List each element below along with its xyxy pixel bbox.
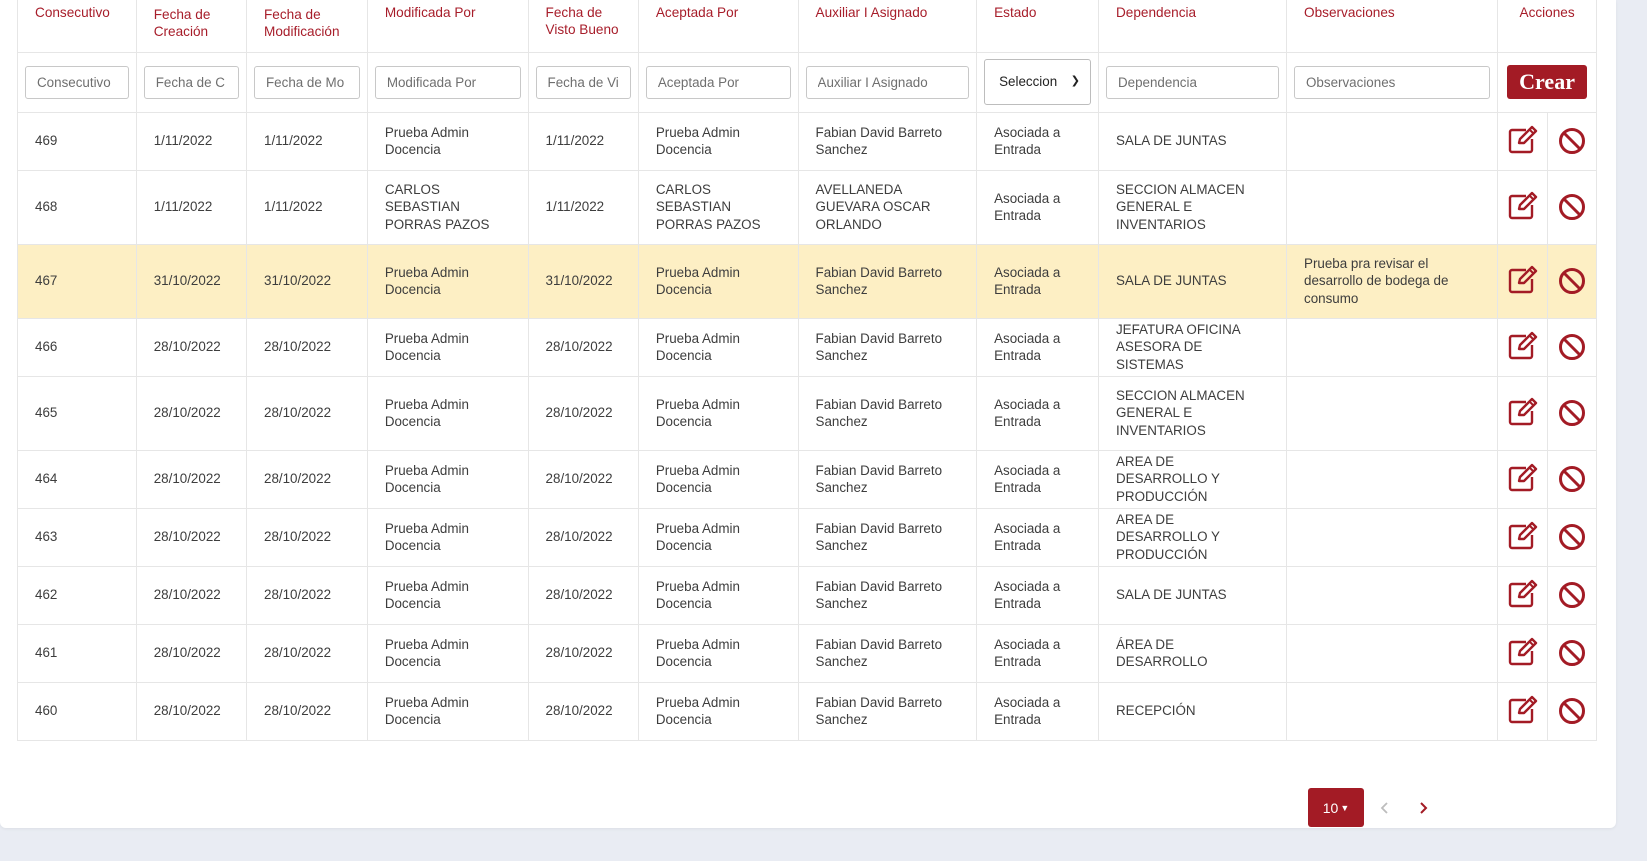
cell-auxiliar: Fabian David Barreto Sanchez: [798, 318, 977, 376]
disable-cell: [1547, 318, 1596, 376]
cell-fecha-creacion: 28/10/2022: [136, 450, 246, 508]
cell-fecha-visto-bueno: 28/10/2022: [528, 450, 638, 508]
disable-cell: [1547, 450, 1596, 508]
cell-auxiliar: Fabian David Barreto Sanchez: [798, 566, 977, 624]
ban-icon[interactable]: [1554, 189, 1590, 225]
pagination: [1308, 788, 1440, 827]
cell-dependencia: SALA DE JUNTAS: [1098, 566, 1286, 624]
cell-fecha-visto-bueno: 28/10/2022: [528, 376, 638, 450]
cell-dependencia: AREA DE DESARROLLO Y PRODUCCIÓN: [1098, 508, 1286, 566]
cell-dependencia: AREA DE DESARROLLO Y PRODUCCIÓN: [1098, 450, 1286, 508]
disable-cell: [1547, 624, 1596, 682]
edit-cell: [1498, 566, 1547, 624]
filter-row: [18, 52, 1597, 112]
disable-cell: [1547, 170, 1596, 244]
disable-cell: [1547, 682, 1596, 740]
chevron-left-icon: [1378, 801, 1392, 815]
filter-consecutivo-input[interactable]: [25, 66, 129, 99]
page-size-dropdown[interactable]: [1308, 788, 1364, 827]
cell-dependencia: ÁREA DE DESARROLLO: [1098, 624, 1286, 682]
edit-cell: [1498, 376, 1547, 450]
cell-fecha-modificacion: 28/10/2022: [247, 566, 368, 624]
page-size-value: 10: [1322, 799, 1339, 816]
cell-fecha-creacion: 28/10/2022: [136, 624, 246, 682]
edit-icon[interactable]: [1504, 122, 1540, 158]
table-row[interactable]: [18, 376, 1597, 450]
ban-icon[interactable]: [1554, 577, 1590, 613]
table-row[interactable]: [18, 682, 1597, 740]
edit-icon[interactable]: [1504, 394, 1540, 430]
col-header-auxiliar[interactable]: Auxiliar I Asignado: [798, 0, 977, 52]
filter-estado-select-value: Seleccion: [999, 74, 1058, 90]
cell-observaciones: [1287, 376, 1498, 450]
header-row: [18, 0, 1597, 52]
ban-icon[interactable]: [1554, 693, 1590, 729]
cell-fecha-modificacion: 28/10/2022: [247, 508, 368, 566]
cell-dependencia: SALA DE JUNTAS: [1098, 244, 1286, 318]
cell-auxiliar: Fabian David Barreto Sanchez: [798, 624, 977, 682]
edit-icon[interactable]: [1504, 188, 1540, 224]
cell-auxiliar: AVELLANEDA GUEVARA OSCAR ORLANDO: [798, 170, 977, 244]
filter-dependencia-input[interactable]: [1106, 66, 1279, 99]
ban-icon[interactable]: [1554, 329, 1590, 365]
cell-fecha-creacion: 28/10/2022: [136, 508, 246, 566]
cell-observaciones: [1287, 450, 1498, 508]
cell-modificada-por: CARLOS SEBASTIAN PORRAS PAZOS: [367, 170, 528, 244]
edit-icon[interactable]: [1504, 634, 1540, 670]
col-header-consecutivo[interactable]: Consecutivo: [18, 0, 137, 52]
cell-modificada-por: Prueba Admin Docencia: [367, 318, 528, 376]
cell-dependencia: JEFATURA OFICINA ASESORA DE SISTEMAS: [1098, 318, 1286, 376]
cell-estado: Asociada a Entrada: [977, 376, 1099, 450]
cell-consecutivo: 465: [18, 376, 137, 450]
ban-icon[interactable]: [1554, 461, 1590, 497]
cell-dependencia: RECEPCIÓN: [1098, 682, 1286, 740]
ban-icon[interactable]: [1554, 635, 1590, 671]
filter-observaciones-input[interactable]: [1294, 66, 1490, 99]
cell-aceptada-por: Prueba Admin Docencia: [638, 682, 798, 740]
filter-auxiliar-input[interactable]: [806, 66, 970, 99]
cell-fecha-modificacion: 31/10/2022: [247, 244, 368, 318]
cell-consecutivo: 463: [18, 508, 137, 566]
ban-icon[interactable]: [1554, 519, 1590, 555]
cell-consecutivo: 469: [18, 112, 137, 170]
cell-consecutivo: 464: [18, 450, 137, 508]
edit-cell: [1498, 170, 1547, 244]
cell-fecha-modificacion: 1/11/2022: [247, 170, 368, 244]
col-header-fecha-visto-bueno[interactable]: Fecha de Visto Bueno: [528, 0, 638, 52]
cell-aceptada-por: Prueba Admin Docencia: [638, 244, 798, 318]
edit-cell: [1498, 624, 1547, 682]
cell-estado: Asociada a Entrada: [977, 244, 1099, 318]
cell-estado: Asociada a Entrada: [977, 112, 1099, 170]
cell-consecutivo: 461: [18, 624, 137, 682]
cell-consecutivo: 460: [18, 682, 137, 740]
cell-auxiliar: Fabian David Barreto Sanchez: [798, 450, 977, 508]
cell-dependencia: SECCION ALMACEN GENERAL E INVENTARIOS: [1098, 170, 1286, 244]
col-header-acciones: Acciones: [1498, 0, 1597, 52]
cell-consecutivo: 466: [18, 318, 137, 376]
cell-aceptada-por: Prueba Admin Docencia: [638, 508, 798, 566]
edit-cell: [1498, 244, 1547, 318]
cell-aceptada-por: Prueba Admin Docencia: [638, 624, 798, 682]
cell-modificada-por: Prueba Admin Docencia: [367, 244, 528, 318]
ban-icon[interactable]: [1554, 123, 1590, 159]
cell-observaciones: Prueba pra revisar el desarrollo de bodega de consumo: [1287, 244, 1498, 318]
cell-estado: Asociada a Entrada: [977, 450, 1099, 508]
cell-dependencia: SALA DE JUNTAS: [1098, 112, 1286, 170]
cell-modificada-por: Prueba Admin Docencia: [367, 450, 528, 508]
cell-estado: Asociada a Entrada: [977, 318, 1099, 376]
table-row[interactable]: [18, 624, 1597, 682]
chevron-right-icon: [1416, 801, 1430, 815]
disable-cell: [1547, 376, 1596, 450]
cell-fecha-creacion: 28/10/2022: [136, 682, 246, 740]
col-header-fecha-modificacion[interactable]: Fecha de Modificación: [247, 0, 368, 52]
cell-estado: Asociada a Entrada: [977, 624, 1099, 682]
cell-fecha-creacion: 28/10/2022: [136, 318, 246, 376]
cell-fecha-visto-bueno: 1/11/2022: [528, 170, 638, 244]
cell-fecha-visto-bueno: 28/10/2022: [528, 318, 638, 376]
edit-cell: [1498, 450, 1547, 508]
cell-auxiliar: Fabian David Barreto Sanchez: [798, 112, 977, 170]
edit-icon[interactable]: [1504, 460, 1540, 496]
cell-modificada-por: Prueba Admin Docencia: [367, 624, 528, 682]
edit-icon[interactable]: [1504, 576, 1540, 612]
cell-auxiliar: Fabian David Barreto Sanchez: [798, 376, 977, 450]
cell-fecha-visto-bueno: 28/10/2022: [528, 566, 638, 624]
cell-fecha-modificacion: 28/10/2022: [247, 318, 368, 376]
cell-observaciones: [1287, 566, 1498, 624]
filter-fecha-modificacion-input[interactable]: [254, 66, 360, 99]
edit-cell: [1498, 508, 1547, 566]
edit-cell: [1498, 682, 1547, 740]
cell-fecha-visto-bueno: 28/10/2022: [528, 624, 638, 682]
cell-aceptada-por: Prueba Admin Docencia: [638, 566, 798, 624]
cell-modificada-por: Prueba Admin Docencia: [367, 508, 528, 566]
col-header-fecha-creacion[interactable]: Fecha de Creación: [136, 0, 246, 52]
chevron-down-icon: ❯: [1070, 75, 1080, 88]
cell-fecha-modificacion: 28/10/2022: [247, 624, 368, 682]
cell-fecha-modificacion: 28/10/2022: [247, 682, 368, 740]
cell-observaciones: [1287, 112, 1498, 170]
table-row[interactable]: [18, 112, 1597, 170]
cell-modificada-por: Prueba Admin Docencia: [367, 566, 528, 624]
cell-aceptada-por: Prueba Admin Docencia: [638, 450, 798, 508]
cell-auxiliar: Fabian David Barreto Sanchez: [798, 244, 977, 318]
next-page-button[interactable]: [1406, 788, 1440, 827]
table-row[interactable]: [18, 566, 1597, 624]
table-row[interactable]: [18, 318, 1597, 376]
disable-cell: [1547, 112, 1596, 170]
col-header-observaciones[interactable]: Observaciones: [1287, 0, 1498, 52]
edit-icon[interactable]: [1504, 262, 1540, 298]
cell-fecha-visto-bueno: 1/11/2022: [528, 112, 638, 170]
cell-auxiliar: Fabian David Barreto Sanchez: [798, 682, 977, 740]
filter-aceptada-por-input[interactable]: [646, 66, 791, 99]
col-header-modificada-por[interactable]: Modificada Por: [367, 0, 528, 52]
filter-modificada-por-input[interactable]: [375, 66, 521, 99]
cell-estado: Asociada a Entrada: [977, 170, 1099, 244]
cell-aceptada-por: Prueba Admin Docencia: [638, 376, 798, 450]
cell-consecutivo: 462: [18, 566, 137, 624]
table-row[interactable]: [18, 450, 1597, 508]
cell-aceptada-por: CARLOS SEBASTIAN PORRAS PAZOS: [638, 170, 798, 244]
cell-estado: Asociada a Entrada: [977, 566, 1099, 624]
cell-observaciones: [1287, 682, 1498, 740]
cell-observaciones: [1287, 318, 1498, 376]
cell-estado: Asociada a Entrada: [977, 682, 1099, 740]
filter-fecha-visto-bueno-input[interactable]: [536, 66, 631, 99]
cell-aceptada-por: Prueba Admin Docencia: [638, 318, 798, 376]
records-table: [17, 0, 1597, 741]
cell-estado: Asociada a Entrada: [977, 508, 1099, 566]
col-header-dependencia[interactable]: Dependencia: [1098, 0, 1286, 52]
edit-cell: [1498, 318, 1547, 376]
disable-cell: [1547, 566, 1596, 624]
cell-fecha-visto-bueno: 31/10/2022: [528, 244, 638, 318]
cell-fecha-visto-bueno: 28/10/2022: [528, 508, 638, 566]
cell-observaciones: [1287, 170, 1498, 244]
cell-fecha-creacion: 1/11/2022: [136, 112, 246, 170]
table-row[interactable]: [18, 170, 1597, 244]
cell-modificada-por: Prueba Admin Docencia: [367, 682, 528, 740]
caret-down-icon: ▼: [1340, 802, 1350, 813]
table-body: [18, 112, 1597, 740]
edit-icon[interactable]: [1504, 518, 1540, 554]
cell-consecutivo: 468: [18, 170, 137, 244]
edit-icon[interactable]: [1504, 692, 1540, 728]
edit-cell: [1498, 112, 1547, 170]
cell-modificada-por: Prueba Admin Docencia: [367, 376, 528, 450]
cell-modificada-por: Prueba Admin Docencia: [367, 112, 528, 170]
filter-estado-select[interactable]: [984, 59, 1091, 105]
disable-cell: [1547, 508, 1596, 566]
cell-fecha-creacion: 28/10/2022: [136, 566, 246, 624]
cell-consecutivo: 467: [18, 244, 137, 318]
cell-fecha-modificacion: 28/10/2022: [247, 450, 368, 508]
disable-cell: [1547, 244, 1596, 318]
prev-page-button[interactable]: [1368, 788, 1402, 827]
ban-icon[interactable]: [1554, 395, 1590, 431]
cell-aceptada-por: Prueba Admin Docencia: [638, 112, 798, 170]
cell-fecha-creacion: 31/10/2022: [136, 244, 246, 318]
table-row[interactable]: [18, 508, 1597, 566]
cell-fecha-modificacion: 1/11/2022: [247, 112, 368, 170]
cell-observaciones: [1287, 624, 1498, 682]
cell-dependencia: SECCION ALMACEN GENERAL E INVENTARIOS: [1098, 376, 1286, 450]
col-header-aceptada-por[interactable]: Aceptada Por: [638, 0, 798, 52]
filter-fecha-creacion-input[interactable]: [144, 66, 239, 99]
cell-fecha-visto-bueno: 28/10/2022: [528, 682, 638, 740]
col-header-estado[interactable]: Estado: [977, 0, 1099, 52]
cell-fecha-creacion: 28/10/2022: [136, 376, 246, 450]
cell-auxiliar: Fabian David Barreto Sanchez: [798, 508, 977, 566]
cell-fecha-creacion: 1/11/2022: [136, 170, 246, 244]
cell-observaciones: [1287, 508, 1498, 566]
table-row[interactable]: [18, 244, 1597, 318]
edit-icon[interactable]: [1504, 328, 1540, 364]
ban-icon[interactable]: [1554, 263, 1590, 299]
cell-fecha-modificacion: 28/10/2022: [247, 376, 368, 450]
create-button[interactable]: Crear: [1507, 65, 1587, 99]
